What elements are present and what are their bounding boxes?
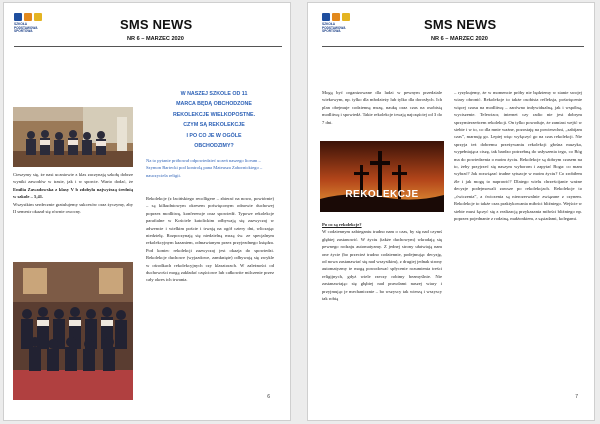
intro-column [13,171,133,215]
page-number: 6 [267,394,270,400]
photo-class-hall-art [13,262,133,400]
newsletter-title: SMS NEWS [120,17,193,32]
page-number: 7 [575,394,578,400]
page-7 [307,2,595,421]
rekolekcje-caption: REKOLEKCJE [345,189,419,200]
article-lead: Na to pytanie próbował odpowiedzieć uczeń naszego liceum – Szymon Bartecki pod kontrolą pana Mateusza Zabornickiego – nauczyciela religii. [146,158,263,178]
logo-mark [322,13,358,21]
header-rule [322,46,584,47]
issue-label: NR 6 – MARZEC 2020 [127,36,184,42]
photo-students-corridor [13,107,133,167]
issue-label: NR 6 – MARZEC 2020 [431,36,488,42]
photo-students-corridor-art [13,107,133,167]
column-2-body: – ryzykujemy, że w momencie próby nie będziemy w stanie swojej wiary obronić. Rekolekcje to także osobista refleksja, poświęcenie więcej czasu na modlitwę – zarówno indywidualną, jak i wspólną, wyciszenie. Telewizor, internet czy radio nie jest dobrym sprzymierzeńcem rekolekcji. On tylko powoduje, że zamiast wejść w siebie i w to, co dla mnie ważne, pozostaję na powierzchni, „zabijam czas”, marnuję go. Lepiej więc wyłączyć go na czas rekolekcji. Nie sprzyja też dobremu przeżywaniu rekolekcji głośna muzyka, wypełniająca ciszę, tak bardzo potrzebną do usłyszenia tego, co Bóg ma do powiedzenia o moim życiu. Rekolekcje są dobrym czasem na to, żeby przyjrzeć się naszym wyborom i zapytać Boga: co mam wybrać? Jak rozwiązać trudne sytuacje w moim życiu? Co zrobiłem źle i jak mogę to naprawić? Dlatego wielu chrześcijanie ważne decyzje podejmowali zawsze po rekolekcjach. Rekolekcje to „ćwiczenia”, a ćwiczenia są nierozerwalnie związane z czynem. Rekolekcje to także czas praktykowania miłości bliźniego. Wejście w siebie musi łączyć się z realizacją przykazania miłości bliźniego np. poprzez pojednanie z rodziną, małżonkiem, z sąsiadami, kolegami. [454,90,582,221]
wishes-paragraph: Wszystkim serdecznie gratulujemy sukcesów oraz życzymy, aby II semestr okazał się równie owocny. [13,201,133,215]
rekolekcje-image-art [320,141,444,212]
photo-class-hall [13,262,133,400]
congrats-paragraph [13,171,133,201]
logo-school-name: SZKOŁA PODSTAWOWA SPORTOWA [14,22,38,34]
rekolekcje-image [320,141,444,212]
school-logo [322,13,358,34]
column-1-body [322,221,442,302]
logo-school-name: SZKOŁA PODSTAWOWA SPORTOWA [322,22,346,34]
newsletter-title: SMS NEWS [424,17,497,32]
congrats-highlight: Emilia Zawadowska z klasy V b zdobyła najwyższą średnią w szkole – 5,41. [13,186,133,200]
article-heading: W NASZEJ SZKOLE OD 11 MARCA BĘDĄ OBCHODZONE REKOLEKCJE WIELKOPOSTNE. CZYM SĄ REKOLEKCJE I PO CO JE W OGÓLE OBCHODZIMY? [172,91,256,150]
column-1-intro: Mogą być organizowane dla ludzi w pewnym przedziale wiekowym, np. tylko dla młodzieży lub tylko dla dorosłych. Ich plan obejmuje codzienną mszę, naukę oraz czas na osobistą modlitwę i spowiedź. Takie rekolekcje trwają najczęściej od 3 do 7 dni. [322,90,442,125]
page-6 [3,2,291,421]
why-paragraph: W codziennym zabieganiu trudno nam o czas, by się nad czymś głębiej zastanowić. W życiu (także duchowym) wkradają się pewnego rodzaju automatyzmy. Z jednej strony ułatwiają nam one życie (bo przecież trudno codziennie, podejmując decyzję, od nowa zastanawiać się nad wszystkim), z drugiej jednak strony automatyzmy te mogą powodować spłycenie rozumienia treści religijnych, gdyż wiele rzeczy robimy bezmyślnie. Nie zastanawiając się głębiej nad prawdami naszej wiary i przyjmując je mechanicznie – bo wszyscy tak wierzą i wszyscy tak robią [322,229,442,302]
header-rule [14,46,282,47]
logo-mark [14,13,50,21]
why-subheading: Po co są rekolekcje? [322,222,362,227]
article-body: Rekolekcje (z łacińskiego recolligere – zbierać na nowo, powtórnie) – są kilkudniowym okresem poświęconym odnowie duchowej poprzez modlitwę, konferencje oraz spowiedź. Typowe rekolekcje parafialne w Kościele katolickim odbywają się zazwyczaj w adwencie i wielkim poście i trwają na ogół cztery dni, wliczając niedzielę. Rozpoczynają się niedzielną mszą św. ze specjalnym rekolekcyjnym kazaniem, odmawianym przez przyjezdnego księdza. Pod koniec rekolekcji zazwyczaj jest okazja do spowiedzi. Rekolekcje duchowe (wyjazdowe, zamknięte) odbywają się zwykle w ośrodkach rekolekcyjnych czy klasztorach. W zależności od duchowości mogą zakładać częściowe lub całkowite milczenie przez cały okres ich trwania. [146,196,274,283]
congrats-text: Cieszymy się, że nasi uczniowie z klas zaczynają szkołę dobrze wyniki zawodów w trasie, jak i w sporcie. Warto dodać, że [13,172,133,185]
school-logo [14,13,50,34]
